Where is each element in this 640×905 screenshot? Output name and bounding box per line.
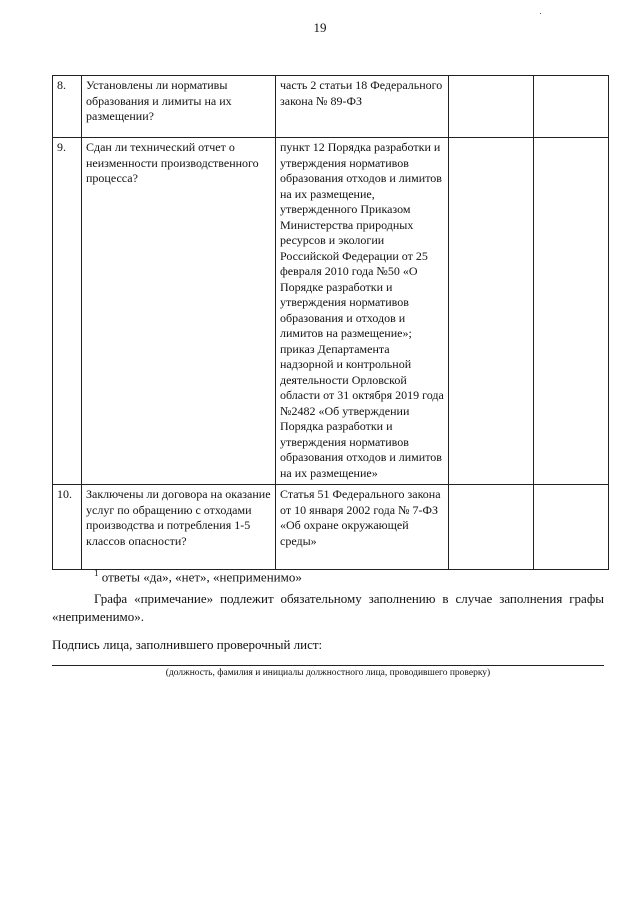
row-question: Установлены ли нормативы образования и лимиты на их размещении? bbox=[82, 76, 276, 138]
note-cell bbox=[534, 138, 609, 485]
row-question: Заключены ли договора на оказание услуг по обращению с отходами производства и потребления 1-5 классов опасности? bbox=[82, 485, 276, 570]
row-number: 10. bbox=[53, 485, 82, 570]
checklist-table bbox=[52, 75, 609, 570]
row-legal-basis: часть 2 статьи 18 Федерального закона № 89-ФЗ bbox=[276, 76, 449, 138]
table-row bbox=[53, 485, 609, 570]
footnote-marker: 1 bbox=[94, 568, 99, 578]
table-row bbox=[53, 76, 609, 138]
row-question: Сдан ли технический отчет о неизменности производственного процесса? bbox=[82, 138, 276, 485]
answer-cell bbox=[449, 76, 534, 138]
scan-speck bbox=[540, 13, 541, 14]
row-legal-basis: Статья 51 Федерального закона от 10 января 2002 года № 7-ФЗ «Об охране окружающей среды» bbox=[276, 485, 449, 570]
answer-cell bbox=[449, 485, 534, 570]
signature-label: Подпись лица, заполнившего проверочный лист: bbox=[52, 637, 323, 652]
row-number: 8. bbox=[53, 76, 82, 138]
remark-note: Графа «примечание» подлежит обязательному заполнению в случае заполнения графы «неприменимо». bbox=[52, 591, 604, 624]
page-number: 19 bbox=[313, 20, 327, 35]
answer-cell bbox=[449, 138, 534, 485]
footnote-text: ответы «да», «нет», «неприменимо» bbox=[98, 569, 302, 585]
note-cell bbox=[534, 485, 609, 570]
note-cell bbox=[534, 76, 609, 138]
row-number: 9. bbox=[53, 138, 82, 485]
footnote bbox=[94, 568, 302, 585]
row-legal-basis: пункт 12 Порядка разработки и утверждения нормативов образования отходов и лимитов на их размещение, утвержденного Приказом Министерства природных ресурсов и экологии Российской Федерации от 25 февраля 2010 года №50 «О Порядке разработки и утверждения нормативов образования и отходов и лимитов на размещение»; приказ Департамента надзорной и контрольной деятельности Орловской области от 31 октября 2019 года №2482 «Об утверждении Порядка разработки и утверждения нормативов образования отходов и лимитов на их размещение» bbox=[276, 138, 449, 485]
signature-caption: (должность, фамилия и инициалы должностного лица, проводившего проверку) bbox=[165, 668, 491, 678]
signature-line[interactable] bbox=[52, 665, 604, 666]
table-row bbox=[53, 138, 609, 485]
